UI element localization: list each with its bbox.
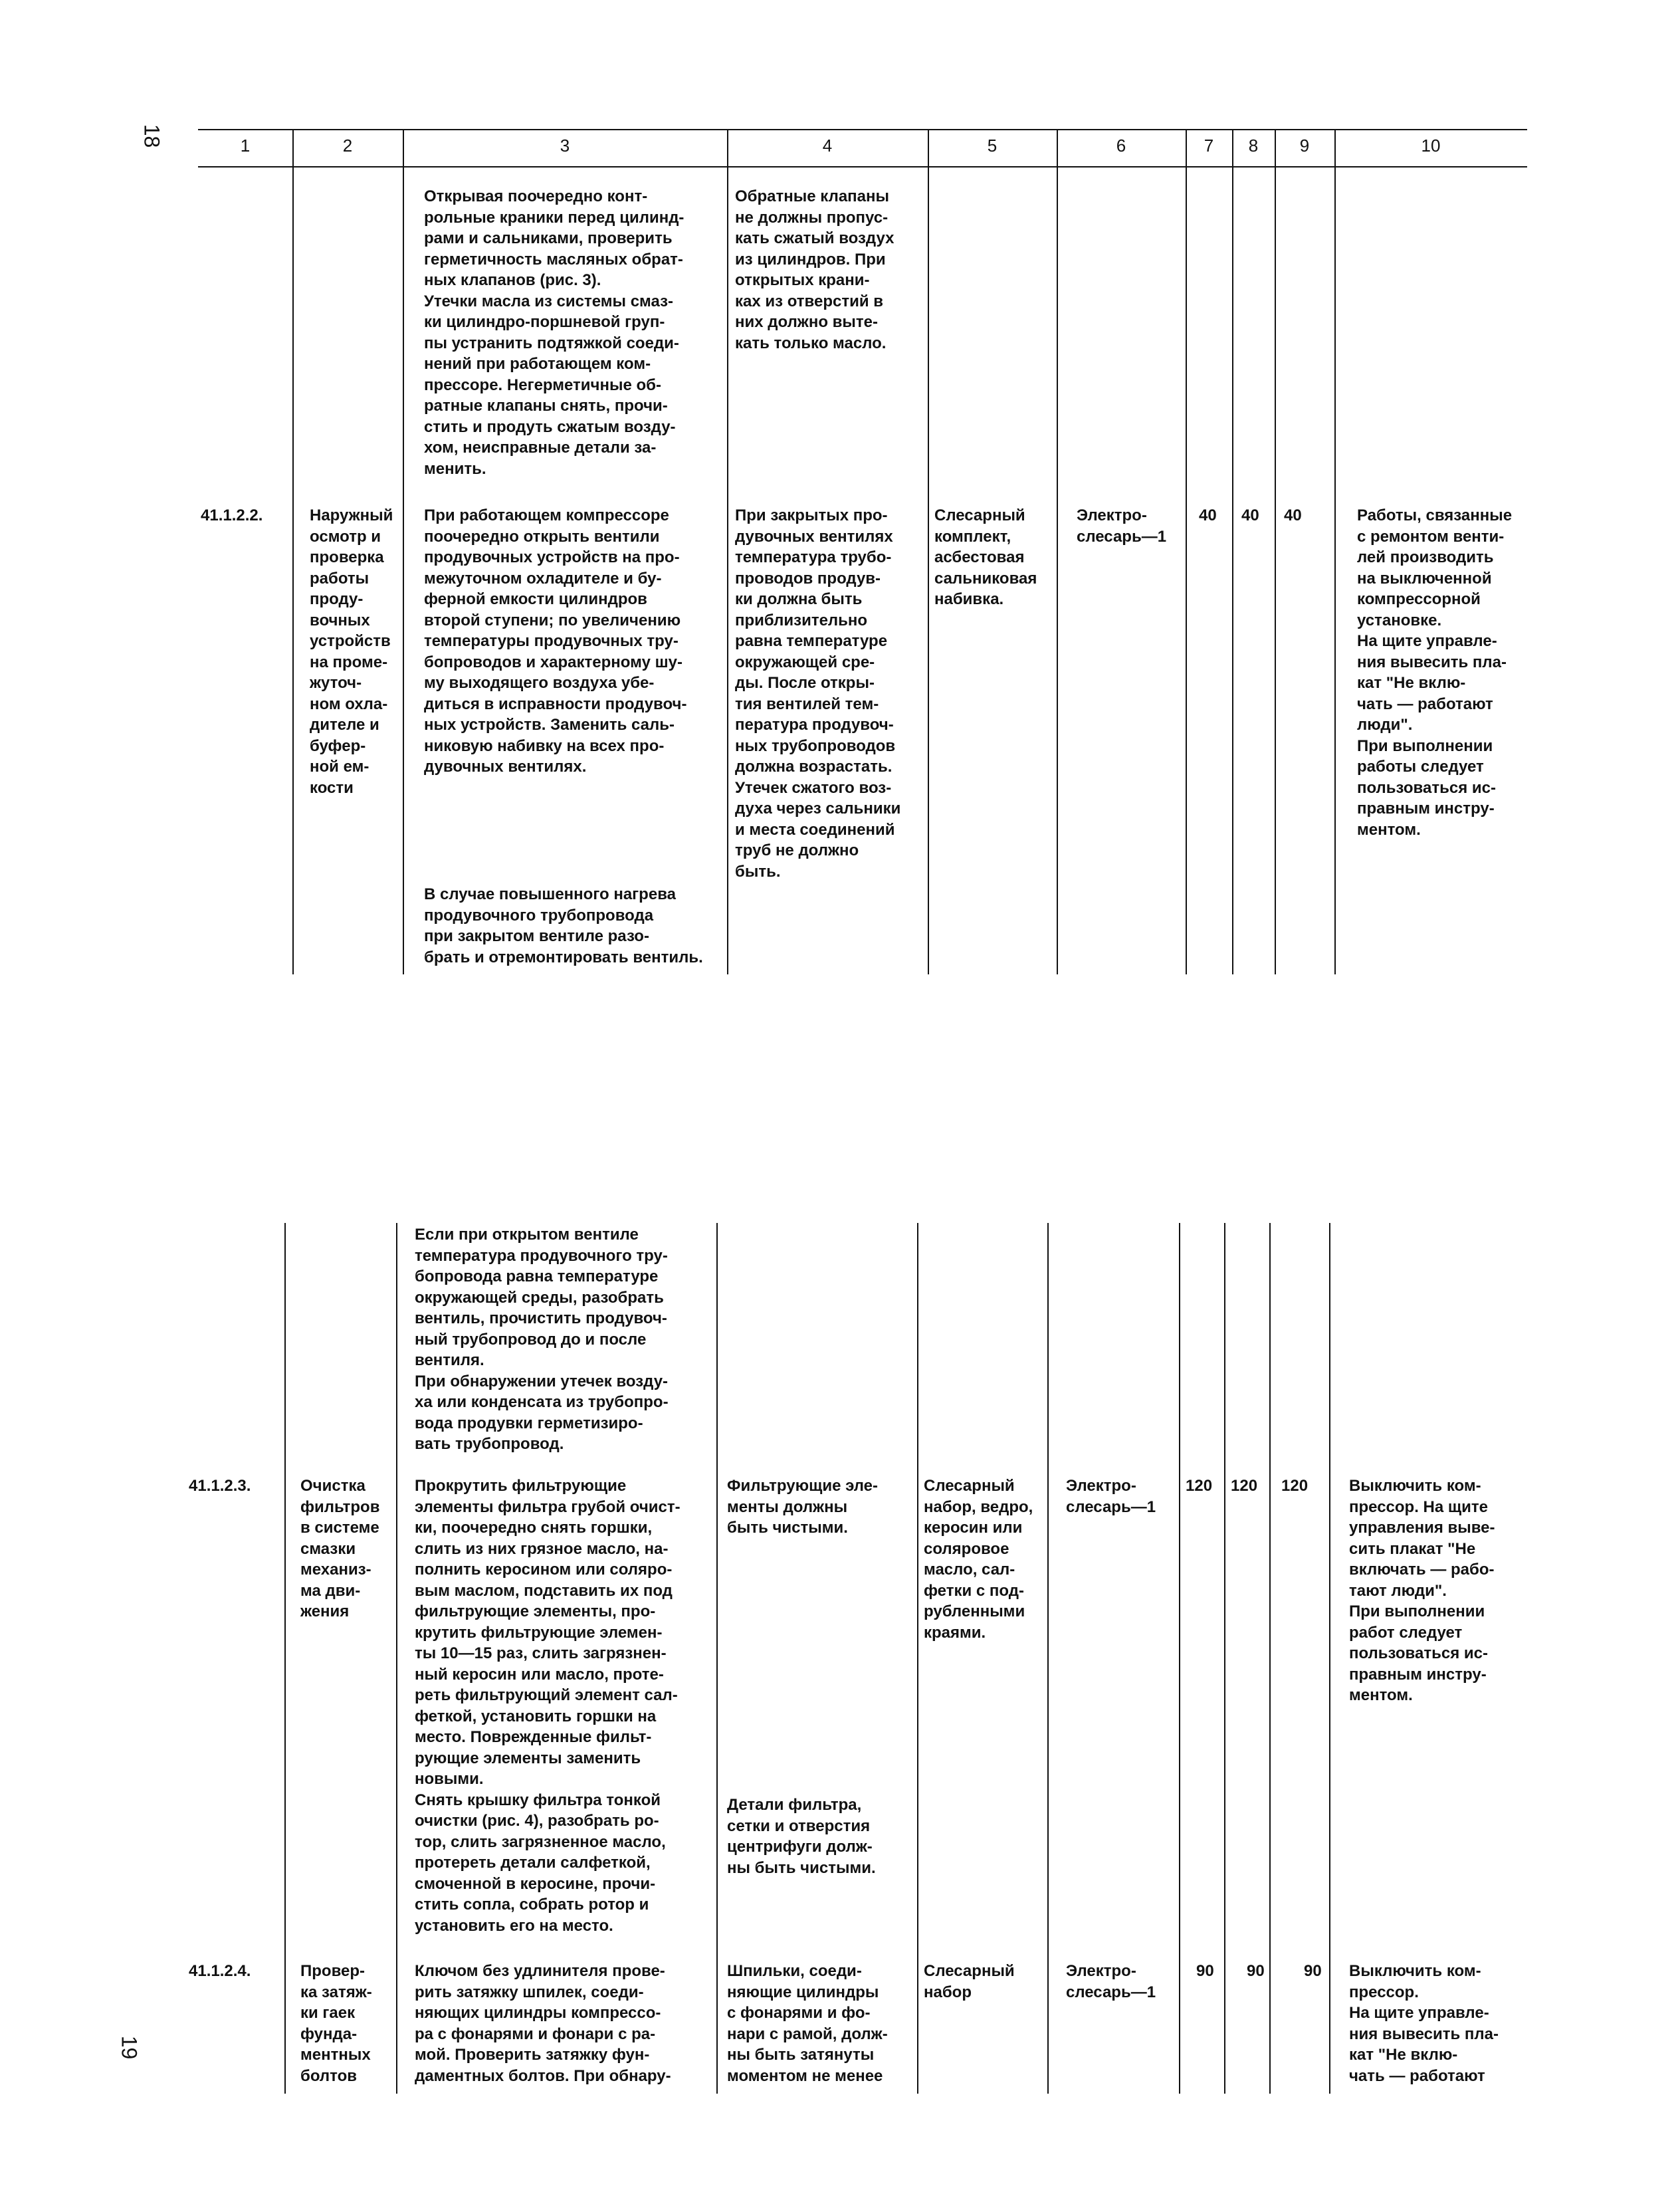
cell-safety-notes: Работы, связанные с ремонтом венти- лей производить на выключенной компрессорной установке. На щите управле- ния вывесить пла- кат "Не вклю- чать — работают люди". При выполнении работы следует пользоваться ис- правным инстру- ментом.: [1357, 506, 1513, 839]
column-header-4: 4: [822, 136, 833, 156]
cell-item-number: 41.1.2.3.: [189, 1477, 251, 1495]
cell-operation: Очистка фильтров в системе смазки механиз- ма дви- жения: [300, 1477, 380, 1620]
col-divider: [716, 1223, 718, 2094]
column-header-10: 10: [1421, 136, 1441, 156]
cell-safety-notes: Выключить ком- прессор. На щите управления выве- сить плакат "Не включать — рабо- тают люди". При выполнении работ следует пользоваться ис- правным инстру- ментом.: [1349, 1477, 1495, 1704]
cell-procedure: При работающем компрессоре поочередно открыть вентили продувочных устройств на про- межуточном охладителе и бу- ферной емкости цилиндров второй ступени; по увеличению температуры продувочных тру- бопроводов и характерному шу- му выходящего воздуха убе- диться в исправности продувоч- ных устройств. Заменить саль- никовую набивку на всех про- дувочных вентилях.: [424, 506, 687, 776]
col-divider: [1047, 1223, 1049, 2094]
cell-time-8: 90: [1247, 1962, 1265, 1980]
cell-operation: Наружный осмотр и проверка работы проду- вочных устройств на проме- жуточ- ном охла- дителе и буфер- ной ем- кости: [310, 506, 393, 797]
col-divider: [1329, 1223, 1330, 2094]
cell-item-number: 41.1.2.2.: [201, 506, 263, 524]
cell-procedure-note: В случае повышенного нагрева продувочного трубопровода при закрытом вентиле разо- брать и отремонтировать вентиль.: [424, 885, 703, 966]
cell-procedure: Прокрутить фильтрующие элементы фильтра грубой очист- ки, поочередно снять горшки, слить из них грязное масло, на- полнить керосином или соляро- вым маслом, подставить их под фильтрующие элементы, про- крутить фильтрующие элемен- ты 10—15 раз, слить загрязнен- ный керосин или масло, проте- реть фильтрующий элемент сал- феткой, установить горшки на место. Поврежденные фильт- рующие элементы заменить новыми. Снять крышку фильтра тонкой очистки (рис. 4), разобрать ро- тор, слить загрязненное масло, протереть детали салфеткой, смоченной в керосине, прочи- стить сопла, собрать ротор и установить его на место.: [415, 1477, 681, 1935]
cell-tools: Слесарный набор, ведро, керосин или соляровое масло, сал- фетки с под- рубленными краями.: [924, 1477, 1033, 1642]
col-divider: [1057, 129, 1058, 974]
col-divider: [917, 1223, 918, 2094]
cell-requirements: Обратные клапаны не должны пропус- кать сжатый воздух из цилиндров. При открытых крани- ках из отверстий в них должно выте- кать только масло.: [735, 187, 894, 352]
col-divider: [1275, 129, 1276, 974]
cell-time-9: 90: [1304, 1962, 1322, 1980]
column-header-9: 9: [1299, 136, 1310, 156]
col-divider: [284, 1223, 286, 2094]
cell-time-7: 90: [1196, 1962, 1214, 1980]
cell-procedure: Если при открытом вентиле температура продувочного тру- бопровода равна температуре окружающей среды, разобрать вентиль, прочистить продувоч- ный трубопровод до и после вентиля. При обнаружении утечек возду- ха или конденсата из трубопро- вода продувки герметизиро- вать трубопровод.: [415, 1226, 669, 1453]
column-header-2: 2: [342, 136, 353, 156]
cell-operation: Провер- ка затяж- ки гаек фунда- ментных болтов: [300, 1962, 372, 2085]
column-header-1: 1: [240, 136, 251, 156]
col-divider: [1224, 1223, 1225, 2094]
col-divider: [292, 129, 294, 974]
col-divider: [1232, 129, 1233, 974]
col-divider: [1186, 129, 1187, 974]
cell-time-7: 120: [1186, 1477, 1213, 1495]
cell-time-7: 40: [1199, 506, 1217, 524]
cell-procedure: Открывая поочередно конт- рольные краники перед цилинд- рами и сальниками, проверить герметичность масляных обрат- ных клапанов (рис. 3). Утечки масла из системы смаз- ки цилиндро-поршневой груп- пы устранить подтяжкой соеди- нений при работающем ком- прессоре. Негерметичные об- ратные клапаны снять, прочи- стить и продуть сжатым возду- хом, неисправные детали за- менить.: [424, 187, 684, 478]
column-header-6: 6: [1116, 136, 1126, 156]
cell-performer: Электро- слесарь—1: [1066, 1477, 1156, 1516]
col-divider: [396, 1223, 397, 2094]
col-divider: [403, 129, 404, 974]
cell-tools: Слесарный набор: [924, 1962, 1015, 2001]
column-header-8: 8: [1248, 136, 1259, 156]
cell-requirements: Шпильки, соеди- няющие цилиндры с фонарями и фо- нари с рамой, долж- ны быть затянуты моментом не менее: [727, 1962, 888, 2085]
cell-time-9: 120: [1281, 1477, 1309, 1495]
cell-requirements: Фильтрующие эле- менты должны быть чистыми.: [727, 1477, 879, 1537]
cell-tools: Слесарный комплект, асбестовая сальниковая набивка.: [934, 506, 1037, 608]
cell-requirements-note: Детали фильтра, сетки и отверстия центрифуги долж- ны быть чистыми.: [727, 1796, 876, 1877]
col-divider: [1334, 129, 1336, 974]
column-header-7: 7: [1204, 136, 1214, 156]
cell-procedure: Ключом без удлинителя прове- рить затяжку шпилек, соеди- няющих цилиндры компрессо- ра с фонарями и фонари с ра- мой. Проверить затяжку фун- даментных болтов. При обнару-: [415, 1962, 671, 2085]
col-divider: [1179, 1223, 1180, 2094]
cell-time-9: 40: [1284, 506, 1302, 524]
col-divider: [1269, 1223, 1271, 2094]
cell-time-8: 40: [1241, 506, 1259, 524]
cell-requirements: При закрытых про- дувочных вентилях температура трубо- проводов продув- ки должна быть приблизительно равна температуре окружающей сре- ды. После откры- тия вентилей тем- пература продувоч- ных трубопроводов должна возрастать. Утечек сжатого воз- духа через сальники и места соединений труб не должно быть.: [735, 506, 901, 881]
col-divider: [928, 129, 929, 974]
cell-performer: Электро- слесарь—1: [1077, 506, 1167, 546]
cell-item-number: 41.1.2.4.: [189, 1962, 251, 1980]
column-header-5: 5: [987, 136, 998, 156]
page-number-bottom: 19: [117, 2035, 142, 2060]
cell-safety-notes: Выключить ком- прессор. На щите управле- ния вывесить пла- кат "Не вклю- чать — работают: [1349, 1962, 1499, 2085]
header-rule-bottom: [198, 166, 1527, 167]
col-divider: [727, 129, 728, 974]
column-header-3: 3: [560, 136, 570, 156]
cell-performer: Электро- слесарь—1: [1066, 1962, 1156, 2001]
header-rule-top: [198, 129, 1527, 130]
cell-time-8: 120: [1231, 1477, 1258, 1495]
page-number-top: 18: [140, 124, 164, 148]
